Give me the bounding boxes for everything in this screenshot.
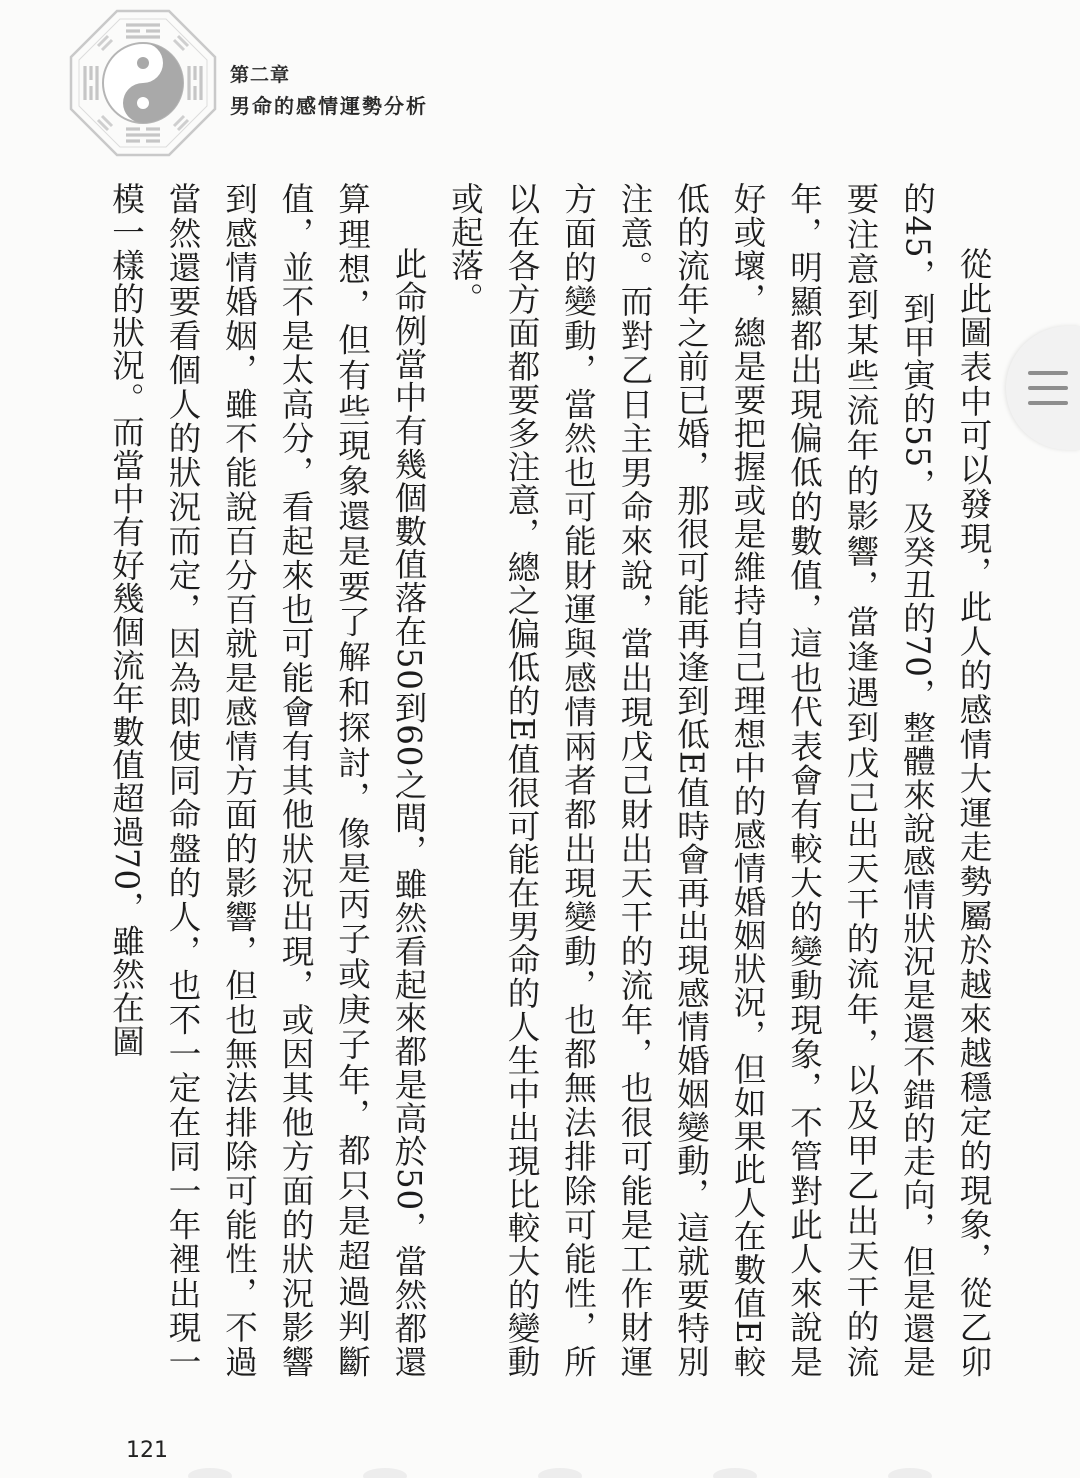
taiji-bagua-icon xyxy=(68,8,218,158)
footer-ornament xyxy=(170,1462,1070,1478)
chapter-number: 第二章 xyxy=(230,64,291,86)
vertical-body-text xyxy=(98,182,1002,1378)
page-number: 121 xyxy=(126,1438,168,1463)
chapter-title: 男命的感情運勢分析 xyxy=(230,94,428,118)
paragraph: 此命例當中有幾個數值落在50到60之間，雖然看起來都是高於50，當然都還算理想，但有些現象還是要了解和探討，像是丙子或庚子年，都只是超過判斷值，並不是太高分，看起來也可能會有其他狀況出現，或因其他方面的狀況影響到感情婚姻，雖不能說百分百就是感情方面的影響，但也無法排除可能性，不過當然還要看個人的狀況而定，因為即使同命盤的人，也不一定在同一年裡出現一模一樣的狀況。而當中有好幾個流年數值超過70，雖然在圖 xyxy=(107,182,428,1378)
paragraph: 從此圖表中可以發現，此人的感情大運走勢屬於越來越穩定的現象，從乙卯的45，到甲寅的55，及癸丑的70，整體來說感情狀況是還不錯的走向，但是還是要注意到某些流年的影響，當逢遇到戊己出天干的流年，以及甲乙出天干的流年，明顯都出現偏低的數值，這也代表會有較大的變動現象，不管對此人來說是好或壞，總是要把握或是維持自己理想中的感情婚姻狀況，但如果此人在數值E較低的流年之前已婚，那很可能再逢到低E值時會再出現感情婚姻變動，這就要特別注意。而對乙日主男命來說，當出現戊己財出天干的流年，也很可能是工作財運方面的變動，當然也可能財運與感情兩者都出現變動，也都無法排除可能性，所以在各方面都要多注意，總之偏低的E值很可能在男命的人生中出現比較大的變動或起落。 xyxy=(446,182,993,1378)
chapter-header xyxy=(68,8,488,168)
